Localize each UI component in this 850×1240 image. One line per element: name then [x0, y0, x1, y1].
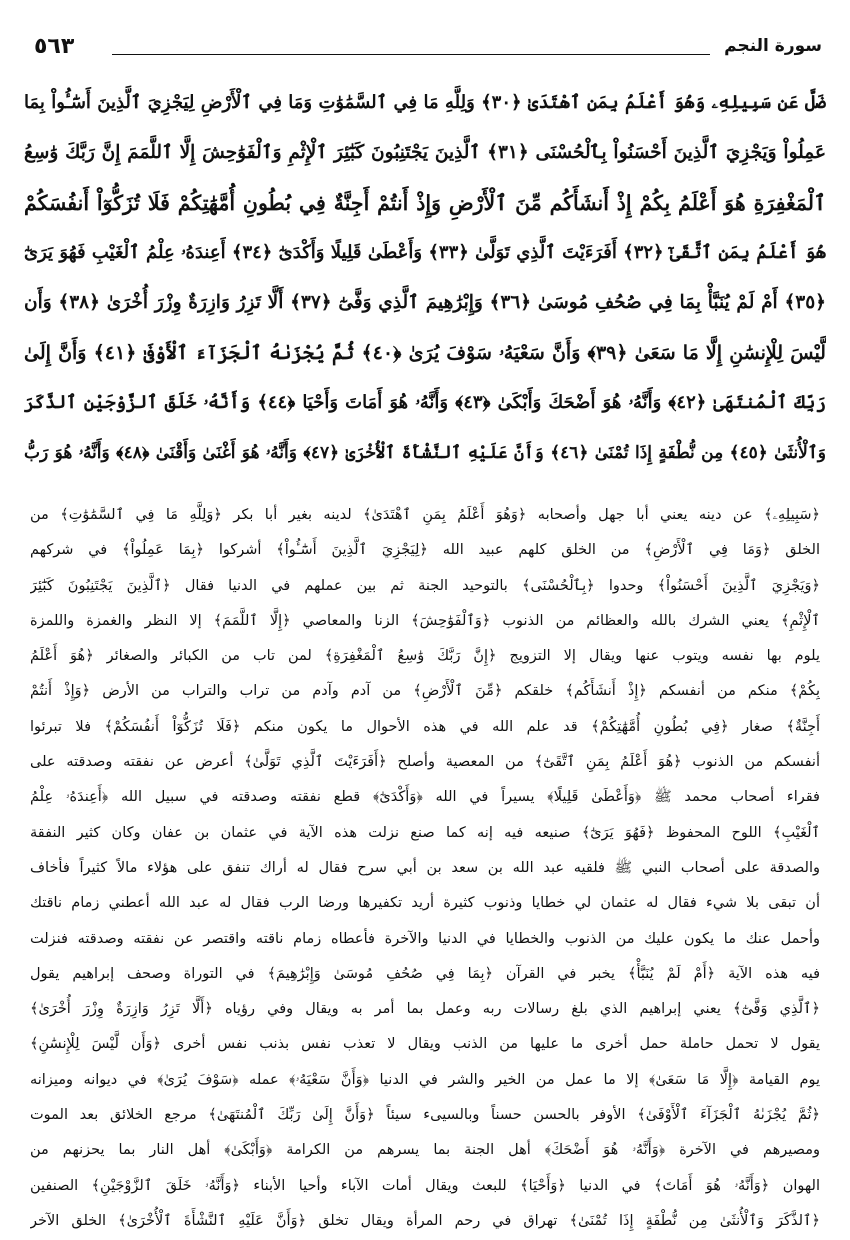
tafsir-line: يلوم بها نفسه ويتوب عنها ويقال إلا التزويج ﴿إِنَّ رَبَّكَ وَٰسِعُ ٱلْمَغْفِرَةِ﴾ لمن تاب من الكبائر والصغائر ﴿هُوَ أَعْلَمُ: [30, 648, 820, 665]
tafsir-line: بِكُمْ﴾ منكم من أنفسكم ﴿إِذْ أَنشَأَكُم﴾ خلقكم ﴿مِّنَ ٱلْأَرْضِ﴾ من آدم وآدم من تراب والتراب من الأرض ﴿وَإِذْ أَنتُمْ: [30, 683, 820, 700]
tafsir-line: فقراء أصحاب محمد ﷺ ﴿وَأَعْطَىٰ قَلِيلًا﴾ يسيراً في الله ﴿وَأَكْدَىٰٓ﴾ قطع نفقته وصدقته في سبيل الله ﴿أَعِندَهُۥ عِلْمُ: [30, 789, 820, 806]
header-rule: [112, 54, 710, 55]
quran-line: وَٱلْأُنثَىٰ ﴿٤٥﴾ مِن نُّطْفَةٍ إِذَا تُمْنَىٰ ﴿٤٦﴾ وَأَنَّ عَلَيْهِ ٱلنَّشْأَةَ ٱلْأُخْرَىٰ ﴿٤٧﴾ وَأَنَّهُۥ هُوَ أَغْنَىٰ وَأَقْنَىٰ ﴿٤٨﴾ وَأَنَّهُۥ هُوَ رَبُّ: [24, 443, 826, 463]
tafsir-line: ﴿ٱلذَّكَرَ وَٱلْأُنثَىٰ مِن نُّطْفَةٍ إِذَا تُمْنَىٰ﴾ تهراق في رحم المرأة ويقال تخلق ﴿وَأَنَّ عَلَيْهِ ٱلنَّشْأَةَ ٱلْأُخْرَىٰ﴾ الخلق الآخر: [30, 1212, 820, 1229]
page-header: [34, 30, 822, 64]
tafsir-line: أَجِنَّةٌ﴾ صغار ﴿فِي بُطُونِ أُمَّهَٰتِكُمْ﴾ قد علم الله في هذه الأحوال ما يكون منكم ﴿فَلَا تُزَكُّوٓاْ أَنفُسَكُمْ﴾ فلا تبرئوا: [30, 718, 820, 735]
tafsir-line: ﴿وَيَجْزِيَ ٱلَّذِينَ أَحْسَنُواْ﴾ وحدوا ﴿بِٱلْحُسْنَى﴾ بالتوحيد الجنة ثم بين عملهم في الدنيا فقال ﴿ٱلَّذِينَ يَجْتَنِبُونَ كَبَٰٓئِرَ: [30, 577, 820, 594]
quran-line: رَبِّكَ ٱلْمُنتَهَىٰ ﴿٤٢﴾ وَأَنَّهُۥ هُوَ أَضْحَكَ وَأَبْكَىٰ ﴿٤٣﴾ وَأَنَّهُۥ هُوَ أَمَاتَ وَأَحْيَا ﴿٤٤﴾ وَأَنَّهُۥ خَلَقَ ٱلزَّوْجَيْنِ ٱلذَّكَرَ: [24, 392, 826, 413]
surah-title: سورة النجم: [724, 36, 822, 56]
tafsir-line: أنفسكم من الذنوب ﴿هُوَ أَعْلَمُ بِمَنِ ٱتَّقَىٰٓ﴾ من المعصية وأصلح ﴿أَفَرَءَيْتَ ٱلَّذِي تَوَلَّىٰ﴾ أعرض عن نفقته وصدقته على: [30, 754, 820, 771]
quran-line: ﴿٣٥﴾ أَمْ لَمْ يُنَبَّأْ بِمَا فِي صُحُفِ مُوسَىٰ ﴿٣٦﴾ وَإِبْرَٰهِيمَ ٱلَّذِي وَفَّىٰٓ ﴿٣٧﴾ أَلَّا تَزِرُ وَازِرَةٌ وِزْرَ أُخْرَىٰ ﴿٣٨﴾ وَأَن: [24, 292, 826, 313]
tafsir-line: ومصيرهم في الآخرة ﴿وَأَنَّهُۥ هُوَ أَضْحَكَ﴾ أهل الجنة بما يسرهم من الكرامة ﴿وَأَبْكَىٰ﴾ أهل النار بما يحزنهم من: [30, 1142, 820, 1159]
quran-line: ٱلْمَغْفِرَةِ هُوَ أَعْلَمُ بِكُمْ إِذْ أَنشَأَكُم مِّنَ ٱلْأَرْضِ وَإِذْ أَنتُمْ أَجِنَّةٌ فِي بُطُونِ أُمَّهَٰتِكُمْ فَلَا تُزَكُّوٓاْ أَنفُسَكُمْ: [24, 191, 826, 215]
tafsir-line: فيه هذه الآية ﴿أَمْ لَمْ يُنَبَّأْ﴾ يخبر في القرآن ﴿بِمَا فِي صُحُفِ مُوسَىٰ وَإِبْرَٰهِيمَ﴾ في التوراة وصحف إبراهيم يقول: [30, 965, 820, 982]
tafsir-line: ﴿ثُمَّ يُجْزَىٰهُ ٱلْجَزَآءَ ٱلْأَوْفَىٰ﴾ الأوفر بالحسن حسناً وبالسيىء سيئاً ﴿وَأَنَّ إِلَىٰ رَبِّكَ ٱلْمُنتَهَىٰ﴾ مرجع الخلائق بعد الموت: [30, 1107, 820, 1124]
tafsir-line: ٱلْغَيْبِ﴾ اللوح المحفوظ ﴿فَهُوَ يَرَىٰٓ﴾ صنيعه فيه إنه كما صنع نزلت هذه الآية في عثمان بن عفان وكان كثير النفقة: [30, 824, 820, 841]
page-number: ٥٦٣: [34, 34, 75, 59]
quran-line: لَّيْسَ لِلْإِنسَٰنِ إِلَّا مَا سَعَىٰ ﴿٣٩﴾ وَأَنَّ سَعْيَهُۥ سَوْفَ يُرَىٰ ﴿٤٠﴾ ثُمَّ يُجْزَىٰهُ ٱلْجَزَآءَ ٱلْأَوْفَىٰ ﴿٤١﴾ وَأَنَّ إِلَىٰ: [24, 342, 826, 364]
tafsir-line: ﴿سَبِيلِهِۦ﴾ عن دينه يعني أبا جهل وأصحابه ﴿وَهُوَ أَعْلَمُ بِمَنِ ٱهْتَدَىٰ﴾ لدينه بغير أبا بكر ﴿وَلِلَّهِ مَا فِي ٱلسَّمَٰوَٰتِ﴾ من: [30, 507, 820, 523]
tafsir-line: وأحمل عنك ما يكون عليك من الذنوب والخطايا في الدنيا والآخرة فأعطاه زمام ناقته واقتصر عن نفقته وصدقته فنزلت: [30, 930, 820, 947]
tafsir-line: ﴿ٱلَّذِي وَفَّىٰٓ﴾ يعني إبراهيم الذي بلغ رسالات ربه وعمل بما أمر به ويقال وفي رؤياه ﴿أَلَّا تَزِرُ وَازِرَةٌ وِزْرَ أُخْرَىٰ﴾: [30, 1001, 820, 1018]
tafsir-line: الخلق ﴿وَمَا فِي ٱلْأَرْضِ﴾ من الخلق كلهم عبيد الله ﴿لِيَجْزِيَ ٱلَّذِينَ أَسَٰٓـُٔواْ﴾ أشركوا ﴿بِمَا عَمِلُواْ﴾ في شركهم: [30, 542, 820, 559]
quran-line: هُوَ أَعْلَمُ بِمَنِ ٱتَّقَىٰٓ ﴿٣٢﴾ أَفَرَءَيْتَ ٱلَّذِي تَوَلَّىٰ ﴿٣٣﴾ وَأَعْطَىٰ قَلِيلًا وَأَكْدَىٰٓ ﴿٣٤﴾ أَعِندَهُۥ عِلْمُ ٱلْغَيْبِ فَهُوَ يَرَىٰٓ: [24, 242, 826, 263]
quran-line: عَمِلُواْ وَيَجْزِيَ ٱلَّذِينَ أَحْسَنُواْ بِٱلْحُسْنَى ﴿٣١﴾ ٱلَّذِينَ يَجْتَنِبُونَ كَبَٰٓئِرَ ٱلْإِثْمِ وَٱلْفَوَٰحِشَ إِلَّا ٱللَّمَمَ إِنَّ رَبَّكَ وَٰسِعُ: [24, 142, 826, 163]
quran-line: ضَلَّ عَن سَبِيلِهِۦ وَهُوَ أَعْلَمُ بِمَنِ ٱهْتَدَىٰ ﴿٣٠﴾ وَلِلَّهِ مَا فِي ٱلسَّمَٰوَٰتِ وَمَا فِي ٱلْأَرْضِ لِيَجْزِيَ ٱلَّذِينَ أَسَٰٓـُٔواْ بِمَا: [24, 92, 826, 113]
quran-text-block: [24, 78, 826, 478]
tafsir-commentary: [30, 498, 820, 1239]
tafsir-line: والصدقة على أصحاب النبي ﷺ فلقيه عبد الله بن سعد بن أبي سرح فقال له أراك تنفق على هؤلاء مالاً كثيراً فأخاف: [30, 859, 820, 876]
tafsir-line: ٱلْإِثْمِ﴾ يعني الشرك بالله والعظائم من الذنوب ﴿وَٱلْفَوَٰحِشَ﴾ الزنا والمعاصي ﴿إِلَّا ٱللَّمَمَ﴾ إلا النظر والغمزة واللمزة: [30, 612, 820, 629]
tafsir-line: يوم القيامة ﴿إِلَّا مَا سَعَىٰ﴾ إلا ما عمل من الخير والشر في الدنيا ﴿وَأَنَّ سَعْيَهُۥ﴾ عمله ﴿سَوْفَ يُرَىٰ﴾ في ديوانه وميزانه: [30, 1071, 820, 1088]
tafsir-line: الهوان ﴿وَأَنَّهُۥ هُوَ أَمَاتَ﴾ في الدنيا ﴿وَأَحْيَا﴾ للبعث ويقال أمات الآباء وأحيا الأبناء ﴿وَأَنَّهُۥ خَلَقَ ٱلزَّوْجَيْنِ﴾ الصنفين: [30, 1177, 820, 1194]
tafsir-line: يقول لا تحمل حاملة حمل أخرى ما عليها من الذنب ويقال لا تعذب نفس بذنب نفس أخرى ﴿وَأَن لَّيْسَ لِلْإِنسَٰنِ﴾: [30, 1036, 820, 1053]
tafsir-line: أن تبقى بلا شيء فقال له عثمان لي خطايا وذنوب كثيرة أريد تكفيرها ورضا الرب فقال له عبد الله أعطني زمام ناقتك: [30, 895, 820, 912]
